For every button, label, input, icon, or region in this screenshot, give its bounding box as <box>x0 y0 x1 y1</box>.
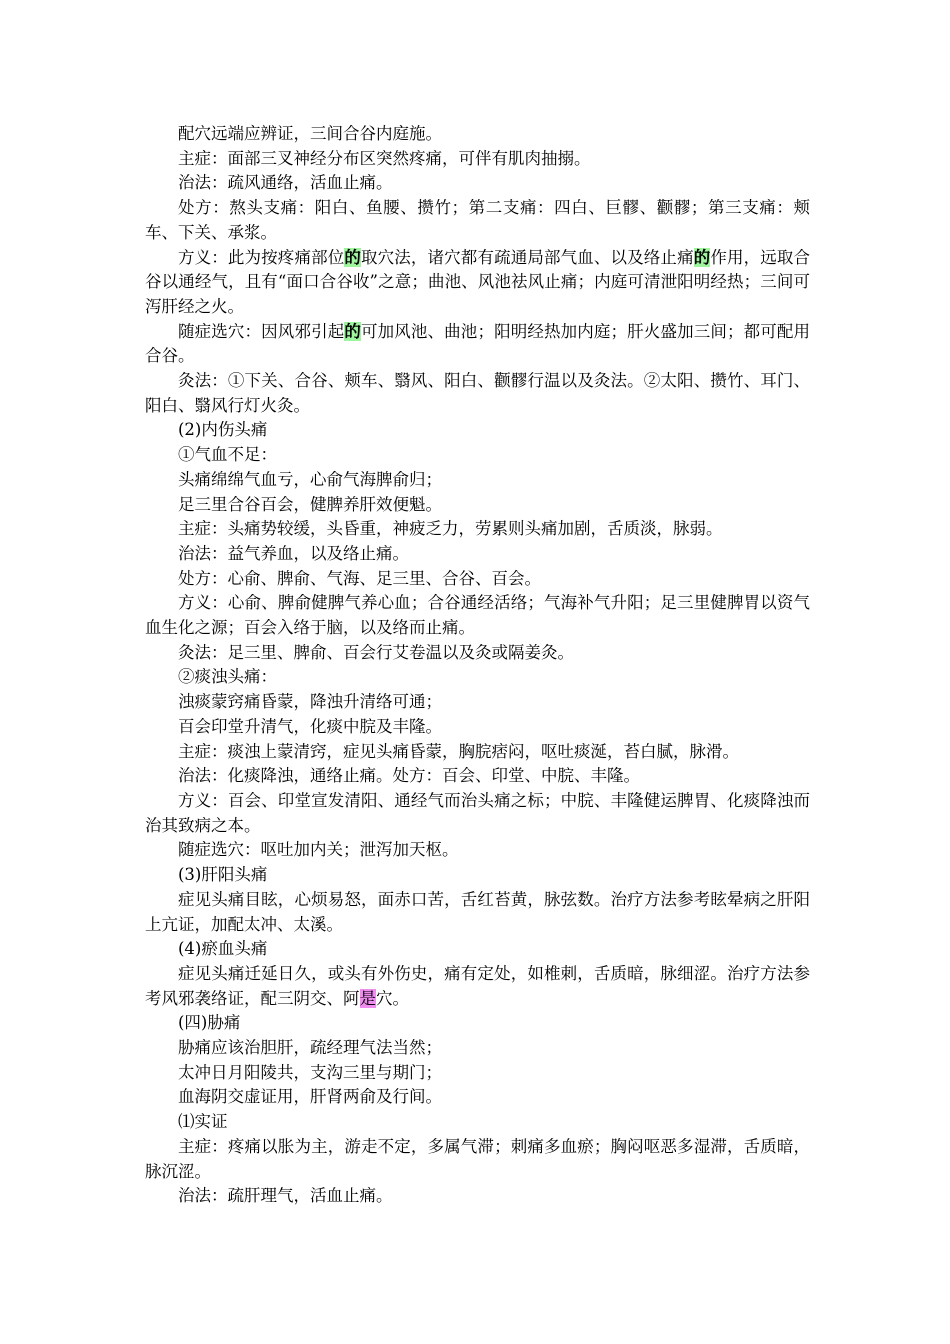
text-segment: 症见头痛迁延日久，或头有外伤史，痛有定处，如椎刺，舌质暗，脉细涩。治疗方法参考风邪袭络证，配三阴交、阿 <box>145 963 810 1008</box>
paragraph <box>145 171 810 196</box>
text-segment: 处方：心俞、脾俞、气海、足三里、合谷、百会。 <box>178 568 541 588</box>
text-segment: 方义：百会、印堂宣发清阳、通经气而治头痛之标；中脘、丰隆健运脾胃、化痰降浊而治其致病之本。 <box>145 790 810 835</box>
text-segment: (2)内伤头痛 <box>178 420 268 440</box>
text-segment: 主症：头痛势较缓，头昏重，神疲乏力，劳累则头痛加剧，舌质淡，脉弱。 <box>178 519 723 539</box>
document-body <box>145 122 810 1209</box>
paragraph <box>145 962 810 1011</box>
text-segment: 头痛绵绵气血亏，心俞气海脾俞归； <box>178 469 442 489</box>
paragraph <box>145 443 810 468</box>
paragraph <box>145 888 810 937</box>
text-segment: (4)瘀血头痛 <box>178 939 268 959</box>
text-segment: ②痰浊头痛： <box>178 667 277 687</box>
paragraph <box>145 493 810 518</box>
paragraph <box>145 937 810 962</box>
paragraph <box>145 147 810 172</box>
paragraph <box>145 641 810 666</box>
paragraph <box>145 246 810 320</box>
text-segment: 主症：痰浊上蒙清窍，症见头痛昏蒙，胸脘痞闷，呕吐痰涎，苔白腻，脉滑。 <box>178 741 739 761</box>
text-segment: 治法：疏风通络，活血止痛。 <box>178 173 393 193</box>
text-segment: 可加风池、曲池；阳明经热加内庭；肝火盛加三间；都可配用合谷。 <box>145 321 811 366</box>
paragraph <box>145 517 810 542</box>
paragraph <box>145 838 810 863</box>
paragraph <box>145 591 810 640</box>
paragraph <box>145 418 810 443</box>
text-segment: 症见头痛目眩，心烦易怒，面赤口苦，舌红苔黄，脉弦数。治疗方法参考眩晕病之肝阳上亢证，加配太冲、太溪。 <box>145 889 810 934</box>
text-segment: 处方：熬头支痛：阳白、鱼腰、攒竹；第二支痛：四白、巨髎、颧髎；第三支痛：颊车、下关、承浆。 <box>145 198 810 242</box>
text-segment: (3)肝阳头痛 <box>178 865 268 885</box>
text-segment: ①气血不足： <box>178 445 277 465</box>
highlighted-text: 的 <box>693 247 711 267</box>
highlighted-text: 是 <box>359 988 376 1008</box>
text-segment: 方义：心俞、脾俞健脾气养心血；合谷通经活络；气海补气升阳；足三里健脾胃以资气血生化之源；百会入络于脑，以及络而止痛。 <box>145 593 810 638</box>
text-segment: 足三里合谷百会，健脾养肝效便魁。 <box>178 494 442 514</box>
paragraph <box>145 369 810 418</box>
paragraph <box>145 468 810 493</box>
paragraph <box>145 789 810 838</box>
text-segment: 血海阴交虚证用，肝肾两俞及行间。 <box>178 1087 442 1107</box>
text-segment: (四)胁痛 <box>178 1013 241 1033</box>
text-segment: 作用，远取合谷以通经气，且有“面口合谷收”之意；曲池、风池祛风止痛；内庭可清泄阳明经热；三间可泻肝经之火。 <box>145 247 811 316</box>
text-segment: 百会印堂升清气，化痰中脘及丰隆。 <box>178 716 442 736</box>
paragraph <box>145 196 810 245</box>
text-segment: 方义：此为按疼痛部位 <box>178 247 345 267</box>
paragraph <box>145 1085 810 1110</box>
paragraph <box>145 665 810 690</box>
paragraph <box>145 764 810 789</box>
text-segment: 浊痰蒙窍痛昏蒙，降浊升清络可通； <box>178 692 442 712</box>
text-segment: 随症选穴：因风邪引起 <box>178 321 345 341</box>
text-segment: 灸法：①下关、合谷、颊车、翳风、阳白、颧髎行温以及灸法。②太阳、攒竹、耳门、阳白、翳风行灯火灸。 <box>145 371 810 415</box>
text-segment: ⑴实证 <box>178 1112 228 1132</box>
text-segment: 随症选穴：呕吐加内关；泄泻加天枢。 <box>178 840 459 860</box>
text-segment: 太冲日月阳陵共，支沟三里与期门； <box>178 1062 442 1082</box>
text-segment: 主症：疼痛以胀为主，游走不定，多属气滞；刺痛多血瘀；胸闷呕恶多湿滞，舌质暗，脉沉涩。 <box>145 1136 810 1181</box>
paragraph <box>145 690 810 715</box>
paragraph <box>145 863 810 888</box>
text-segment: 穴。 <box>376 988 409 1008</box>
text-segment: 取穴法，诸穴都有疏通局部气血、以及络止痛 <box>361 247 694 267</box>
text-segment: 胁痛应该治胆肝，疏经理气法当然； <box>178 1038 442 1058</box>
paragraph <box>145 320 810 369</box>
paragraph <box>145 542 810 567</box>
text-segment: 配穴远端应辨证，三间合谷内庭施。 <box>178 124 442 143</box>
highlighted-text: 的 <box>344 247 361 267</box>
highlighted-text: 的 <box>344 321 361 341</box>
text-segment: 治法：疏肝理气，活血止痛。 <box>178 1186 393 1206</box>
text-segment: 治法：化痰降浊，通络止痛。处方：百会、印堂、中脘、丰隆。 <box>178 766 640 786</box>
paragraph <box>145 1011 810 1036</box>
paragraph <box>145 1184 810 1209</box>
paragraph <box>145 715 810 740</box>
paragraph <box>145 1110 810 1135</box>
paragraph <box>145 567 810 592</box>
text-segment: 灸法：足三里、脾俞、百会行艾卷温以及灸或隔姜灸。 <box>178 642 574 662</box>
paragraph <box>145 1061 810 1086</box>
paragraph <box>145 1135 810 1184</box>
text-segment: 治法：益气养血，以及络止痛。 <box>178 543 409 563</box>
text-segment: 主症：面部三叉神经分布区突然疼痛，可伴有肌肉抽搦。 <box>178 148 591 168</box>
paragraph <box>145 1036 810 1061</box>
paragraph <box>145 740 810 765</box>
paragraph <box>145 122 810 147</box>
